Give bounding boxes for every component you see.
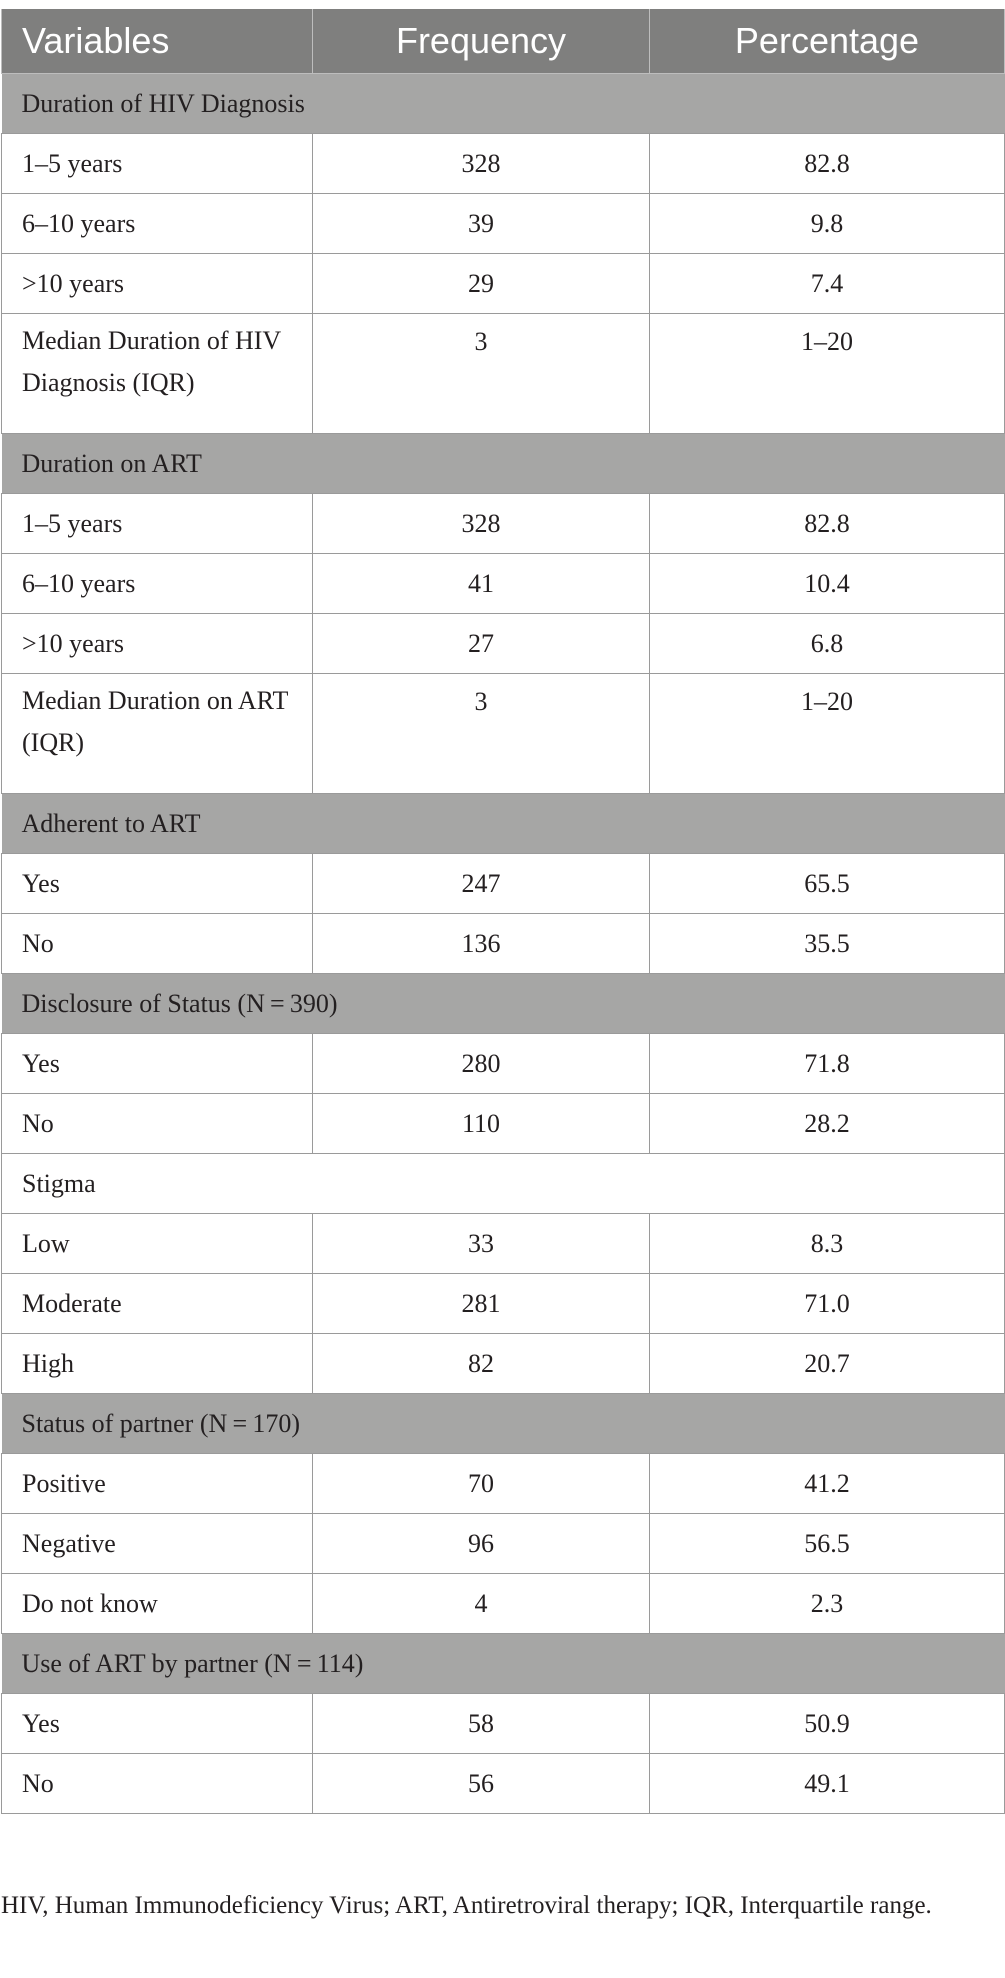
section-title: Disclosure of Status (N = 390) xyxy=(2,974,1005,1034)
row-frequency: 110 xyxy=(313,1094,650,1154)
row-label: No xyxy=(2,1094,313,1154)
row-label: No xyxy=(2,914,313,974)
table-row xyxy=(2,614,1005,674)
row-percentage: 56.5 xyxy=(650,1514,1005,1574)
row-frequency: 41 xyxy=(313,554,650,614)
table-row xyxy=(2,254,1005,314)
row-frequency: 96 xyxy=(313,1514,650,1574)
row-frequency: 281 xyxy=(313,1274,650,1334)
row-frequency: 136 xyxy=(313,914,650,974)
row-label: Median Duration on ART (IQR) xyxy=(2,674,313,794)
section-row xyxy=(2,1634,1005,1694)
table-row xyxy=(2,1274,1005,1334)
row-percentage: 6.8 xyxy=(650,614,1005,674)
section-title: Status of partner (N = 170) xyxy=(2,1394,1005,1454)
table-footnote: HIV, Human Immunodeficiency Virus; ART, Antiretroviral therapy; IQR, Interquartile range. xyxy=(1,1892,932,1919)
row-label: Positive xyxy=(2,1454,313,1514)
table-row xyxy=(2,854,1005,914)
row-label: Yes xyxy=(2,1694,313,1754)
row-label: Yes xyxy=(2,1034,313,1094)
row-percentage: 1–20 xyxy=(650,674,1005,794)
row-percentage: 49.1 xyxy=(650,1754,1005,1814)
section-title: Duration on ART xyxy=(2,434,1005,494)
table-row xyxy=(2,1034,1005,1094)
section-row xyxy=(2,74,1005,134)
row-percentage: 7.4 xyxy=(650,254,1005,314)
section-title: Use of ART by partner (N = 114) xyxy=(2,1634,1005,1694)
header-frequency: Frequency xyxy=(313,9,650,74)
table-row xyxy=(2,1514,1005,1574)
row-frequency: 280 xyxy=(313,1034,650,1094)
row-label: 6–10 years xyxy=(2,554,313,614)
table-row xyxy=(2,1454,1005,1514)
table-row xyxy=(2,314,1005,434)
row-frequency: 56 xyxy=(313,1754,650,1814)
row-percentage: 10.4 xyxy=(650,554,1005,614)
table-row xyxy=(2,1334,1005,1394)
row-percentage: 82.8 xyxy=(650,134,1005,194)
row-frequency: 3 xyxy=(313,314,650,434)
table-row xyxy=(2,1754,1005,1814)
row-frequency: 29 xyxy=(313,254,650,314)
row-percentage: 8.3 xyxy=(650,1214,1005,1274)
row-frequency: 4 xyxy=(313,1574,650,1634)
row-frequency: 70 xyxy=(313,1454,650,1514)
row-label: Negative xyxy=(2,1514,313,1574)
section-row xyxy=(2,434,1005,494)
row-frequency: 247 xyxy=(313,854,650,914)
row-frequency: 3 xyxy=(313,674,650,794)
section-title: Adherent to ART xyxy=(2,794,1005,854)
row-label: 6–10 years xyxy=(2,194,313,254)
row-frequency: 82 xyxy=(313,1334,650,1394)
row-percentage: 50.9 xyxy=(650,1694,1005,1754)
row-frequency: 39 xyxy=(313,194,650,254)
row-label: 1–5 years xyxy=(2,494,313,554)
row-percentage: 41.2 xyxy=(650,1454,1005,1514)
row-label: Moderate xyxy=(2,1274,313,1334)
section-row xyxy=(2,974,1005,1034)
table-row xyxy=(2,134,1005,194)
row-percentage: 71.0 xyxy=(650,1274,1005,1334)
row-percentage: 71.8 xyxy=(650,1034,1005,1094)
results-table xyxy=(1,9,1005,1814)
table-row xyxy=(2,494,1005,554)
row-percentage: 28.2 xyxy=(650,1094,1005,1154)
row-label: Do not know xyxy=(2,1574,313,1634)
table-row xyxy=(2,1094,1005,1154)
row-label: No xyxy=(2,1754,313,1814)
table-row xyxy=(2,914,1005,974)
section-title: Stigma xyxy=(2,1154,1005,1214)
table-row xyxy=(2,1574,1005,1634)
section-row xyxy=(2,794,1005,854)
row-percentage: 9.8 xyxy=(650,194,1005,254)
table-row xyxy=(2,674,1005,794)
row-percentage: 1–20 xyxy=(650,314,1005,434)
row-frequency: 27 xyxy=(313,614,650,674)
row-label: 1–5 years xyxy=(2,134,313,194)
row-percentage: 35.5 xyxy=(650,914,1005,974)
row-frequency: 328 xyxy=(313,134,650,194)
row-label: Yes xyxy=(2,854,313,914)
header-percentage: Percentage xyxy=(650,9,1005,74)
row-frequency: 58 xyxy=(313,1694,650,1754)
row-percentage: 65.5 xyxy=(650,854,1005,914)
row-frequency: 328 xyxy=(313,494,650,554)
table-row xyxy=(2,1694,1005,1754)
row-percentage: 82.8 xyxy=(650,494,1005,554)
row-label: High xyxy=(2,1334,313,1394)
row-percentage: 20.7 xyxy=(650,1334,1005,1394)
section-title: Duration of HIV Diagnosis xyxy=(2,74,1005,134)
row-label: Median Duration of HIV Diagnosis (IQR) xyxy=(2,314,313,434)
row-frequency: 33 xyxy=(313,1214,650,1274)
header-variables: Variables xyxy=(2,9,313,74)
section-row xyxy=(2,1394,1005,1454)
row-label: >10 years xyxy=(2,254,313,314)
row-label: Low xyxy=(2,1214,313,1274)
table-row xyxy=(2,194,1005,254)
table-row xyxy=(2,554,1005,614)
table-header-row xyxy=(2,9,1005,74)
section-row xyxy=(2,1154,1005,1214)
row-percentage: 2.3 xyxy=(650,1574,1005,1634)
row-label: >10 years xyxy=(2,614,313,674)
table-row xyxy=(2,1214,1005,1274)
